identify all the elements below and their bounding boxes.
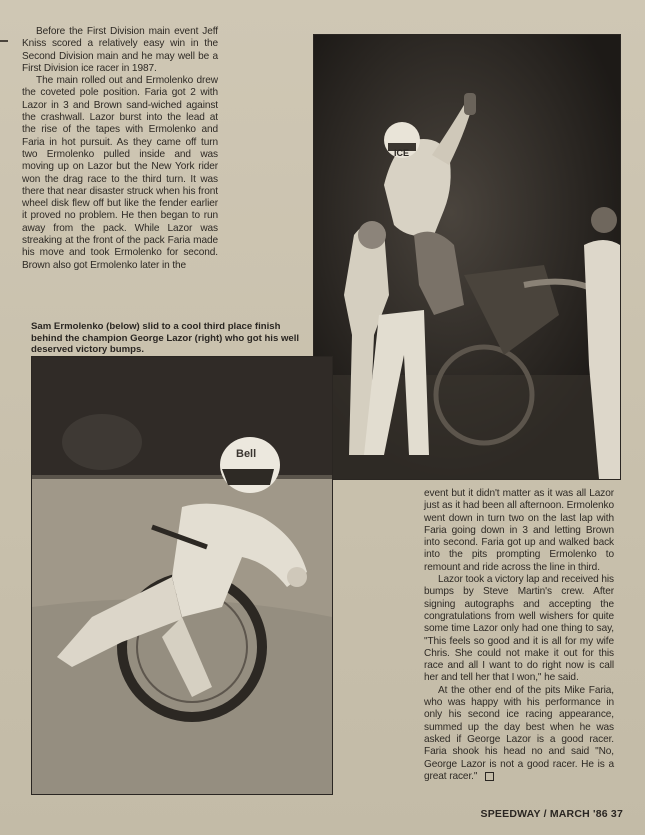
- article-left-column: [22, 26, 218, 272]
- paragraph: The main rolled out and Ermolenko drew the coveted pole position. Faria got 2 with Lazor in 3 and Brown sand-wiched against the crashwall. Lazor burst into the lead at the rise of the tapes with Ermolenko and Faria in hot pursuit. As they came off turn two Ermolenko pulled inside and was moving up on Lazor but the New York rider won the drag race to the third turn. It was there that near disaster struck when his front wheel disk flew off but like the fender earlier it proved no problem. He then began to run away from the pack. While Lazor was streaking at the front of the pack Faria made his move and took Ermolenko for second. Brown also got Ermolenko later in the: [22, 75, 218, 271]
- page-footer: SPEEDWAY / MARCH '86 37: [480, 808, 623, 820]
- article-right-column: [424, 488, 614, 783]
- paragraph-text: At the other end of the pits Mike Faria, who was happy with his performance in only his second ice racing appearance, summed up the day best when he was asked if George Lazor is a good racer. Faria shook his head no and said "No, George Lazor is not a good racer. He is a great racer.": [424, 684, 614, 782]
- photo-ermolenko-slide: [31, 356, 333, 795]
- photo-victory-bumps: [313, 34, 621, 480]
- bottom-helmet-text: Bell: [236, 448, 257, 460]
- paragraph: Before the First Division main event Jeff Kniss scored a relatively easy win in the Second Division main and he may well be a First Division ice racer in 1987.: [22, 26, 218, 74]
- end-of-article-mark: [485, 772, 494, 781]
- margin-mark: [0, 40, 8, 42]
- photo-caption: Sam Ermolenko (below) slid to a cool third place finish behind the champion George Lazor (right) who got his well deserved victory bumps.: [31, 321, 300, 356]
- top-helmet-text: ICE: [394, 148, 410, 158]
- photo-ermolenko-slide-image: [32, 357, 332, 794]
- paragraph: [424, 685, 614, 783]
- photo-victory-bumps-image: [314, 35, 620, 479]
- paragraph: Lazor took a victory lap and received his bumps by Steve Martin's crew. After signing autographs and accepting the congratulations from well wishers for quite some time Lazor only had one thing to say, "This feels so good and it is all for my wife Chris. She could not make it out for this race and all I want to do right now is call her and tell her that I won," he said.: [424, 574, 615, 684]
- paragraph: event but it didn't matter as it was all Lazor just as it had been all afternoon. Ermolenko went down in turn two on the last lap with Faria going down in 3 and letting Brown into second. Faria got up and walked back into the pits prompting Ermolenko to remount and ride across the line in third.: [424, 488, 614, 573]
